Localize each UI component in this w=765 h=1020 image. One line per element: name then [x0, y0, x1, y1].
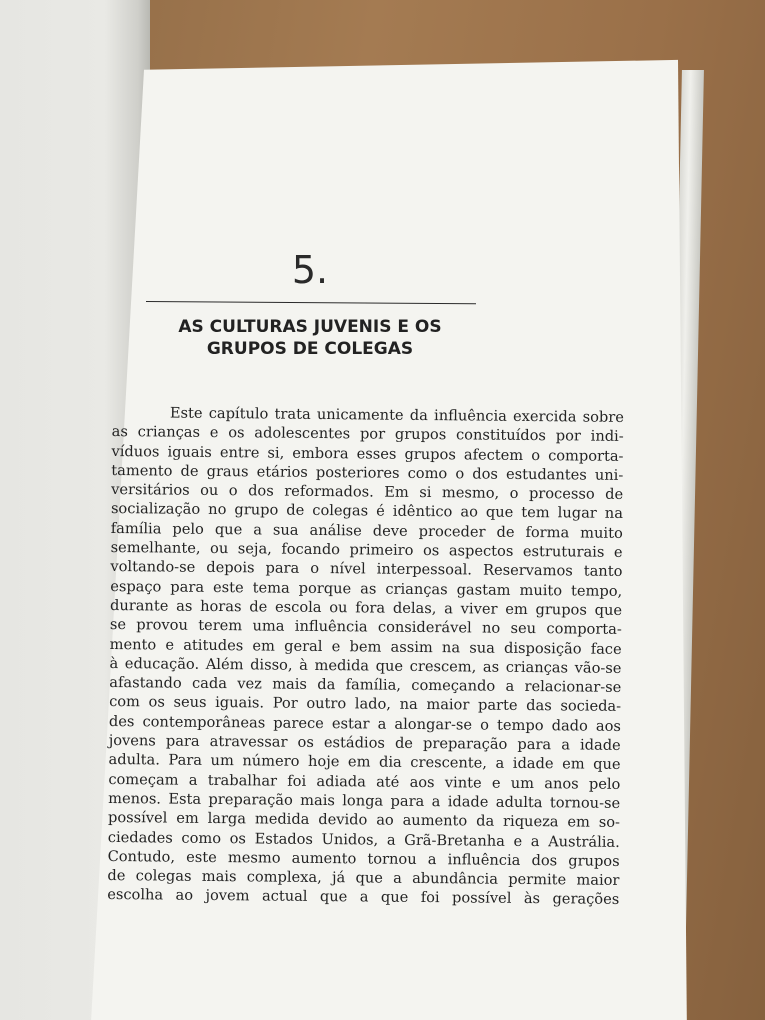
chapter-number: 5.: [291, 248, 329, 292]
text-line: afastando cada vez mais da família, começando a relacionar-se: [109, 674, 622, 697]
text-line: socialização no grupo de colegas é idêntico ao que tem lugar na: [110, 500, 624, 523]
text-line: Contudo, este mesmo aumento tornou a influência dos grupos: [107, 847, 620, 870]
text-line: semelhante, ou seja, focando primeiro os aspectos estruturais e: [110, 539, 623, 561]
text-line: ciedades como os Estados Unidos, a Grã-Bretanha e a Austrália.: [107, 828, 620, 851]
text-line: de colegas mais complexa, já que a abundância permite maior: [107, 867, 620, 890]
chapter-title-line: GRUPOS DE COLEGAS: [206, 339, 414, 359]
text-line: versitários ou o dos reformados. Em si mesmo, o processo de: [111, 481, 624, 504]
text-line: menos. Esta preparação mais longa para a idade adulta tornou-se: [108, 789, 621, 812]
text-line: possível em larga medida devido ao aumento da riqueza em so-: [107, 809, 621, 832]
text-line: durante as horas de escola ou fora delas, a viver em grupos que: [109, 596, 623, 619]
text-line: se provou terem uma influência considerável no seu comporta-: [109, 616, 622, 639]
text-line: começam a trabalhar foi adiada até aos vinte e um anos pelo: [108, 770, 621, 793]
body-paragraph: [107, 403, 624, 910]
text-line: adulta. Para um número hoje em dia crescente, a idade em que: [108, 751, 621, 774]
text-line: Este capítulo trata unicamente da influência exercida sobre: [169, 404, 624, 426]
text-line: escolha ao jovem actual que a que foi possível às gerações: [107, 886, 620, 909]
text-line: espaço para este tema porque as crianças gastam muito tempo,: [110, 577, 623, 600]
text-line: à educação. Além disso, à medida que crescem, as crianças vão-se: [109, 654, 622, 677]
text-line: com os seus iguais. Por outro lado, na maior parte das socieda-: [109, 693, 622, 716]
text-line: jovens para atravessar os estádios de preparação para a idade: [108, 732, 621, 754]
text-line: víduos iguais entre si, embora esses grupos afectem o comporta-: [111, 442, 624, 465]
text-line: voltando-se depois para o nível interpessoal. Reservamos tanto: [110, 558, 623, 581]
text-line: família pelo que a sua análise deve proceder de forma muito: [110, 519, 623, 542]
chapter-title-line: AS CULTURAS JUVENIS E OS: [178, 317, 442, 337]
text-line: mento e atitudes em geral e bem assim na sua disposição face: [109, 635, 622, 658]
chapter-title: [150, 316, 470, 360]
text-line: des contemporâneas parece estar a alongar-se o tempo dado aos: [108, 712, 622, 735]
text-line: as crianças e os adolescentes por grupos constituídos por indi-: [111, 423, 624, 446]
text-line: tamento de graus etários posteriores como o dos estudantes uni-: [111, 461, 624, 484]
